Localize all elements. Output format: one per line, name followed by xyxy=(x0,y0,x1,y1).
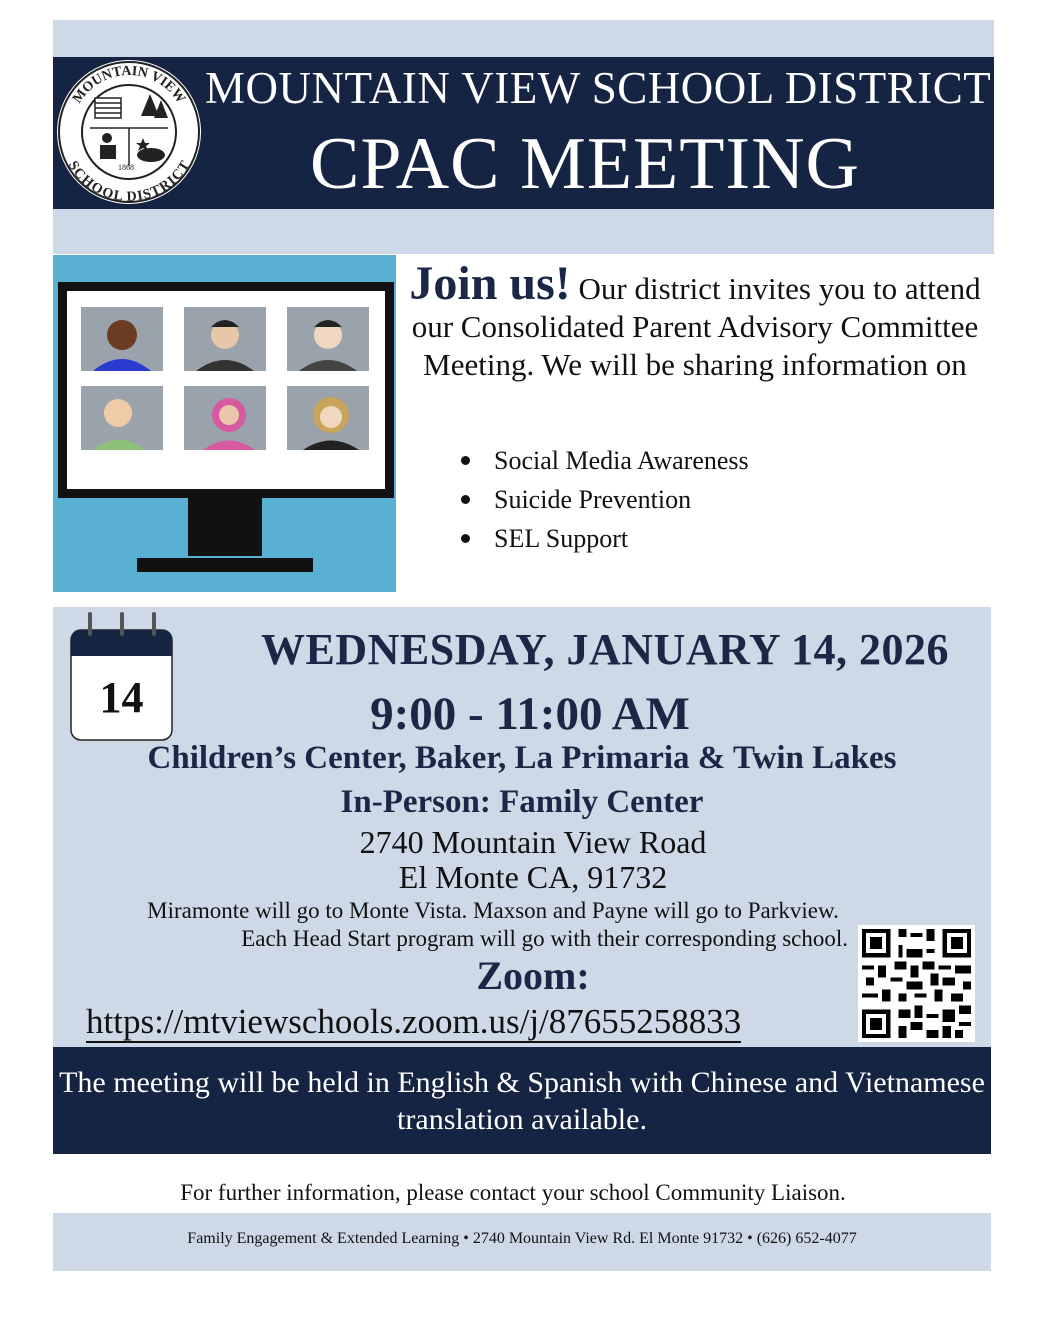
event-title: CPAC MEETING xyxy=(310,123,860,205)
event-time: 9:00 - 11:00 AM xyxy=(370,688,690,740)
event-date: WEDNESDAY, JANUARY 14, 2026 xyxy=(261,625,949,674)
in-person-location: In-Person: Family Center xyxy=(340,784,704,820)
seal-top-text: MOUNTAIN VIEW xyxy=(70,63,188,107)
list-item: Social Media Awareness xyxy=(458,441,749,480)
intro-paragraph xyxy=(400,257,990,384)
join-heading: Join us! xyxy=(409,257,571,310)
contact-note: For further information, please contact your school Community Liaison. xyxy=(180,1180,846,1205)
seal-year: 1868 xyxy=(118,163,134,172)
zoom-label: Zoom: xyxy=(476,953,590,998)
address-line-1: 2740 Mountain View Road xyxy=(359,824,707,860)
qr-code-icon[interactable] xyxy=(858,925,975,1042)
footer-info: Family Engagement & Extended Learning • 2740 Mountain View Rd. El Monte 91732 • (626) 652-4077 xyxy=(187,1230,857,1247)
topics-list xyxy=(458,441,749,558)
zoom-link[interactable]: https://mtviewschools.zoom.us/j/87655258833 xyxy=(86,1002,742,1041)
address-line-2: El Monte CA, 91732 xyxy=(398,859,668,895)
language-note: The meeting will be held in English & Spanish with Chinese and Vietnamese translation available. xyxy=(59,1066,985,1136)
school-district-seal-icon xyxy=(55,58,203,206)
intro-text: Our district invites you to attend our Consolidated Parent Advisory Committee Meeting. We will be sharing information on xyxy=(411,271,981,382)
list-item: Suicide Prevention xyxy=(458,480,749,519)
video-conference-monitor-icon xyxy=(53,255,396,592)
seal-bottom-text: SCHOOL DISTRICT xyxy=(64,158,194,205)
participating-schools: Children’s Center, Baker, La Primaria & Twin Lakes xyxy=(147,740,897,776)
school-note-2: Each Head Start program will go with their corresponding school. xyxy=(241,926,848,951)
list-item: SEL Support xyxy=(458,519,749,558)
calendar-day: 14 xyxy=(99,673,144,722)
district-name: MOUNTAIN VIEW SCHOOL DISTRICT xyxy=(205,63,992,113)
school-note-1: Miramonte will go to Monte Vista. Maxson and Payne will go to Parkview. xyxy=(147,898,839,923)
